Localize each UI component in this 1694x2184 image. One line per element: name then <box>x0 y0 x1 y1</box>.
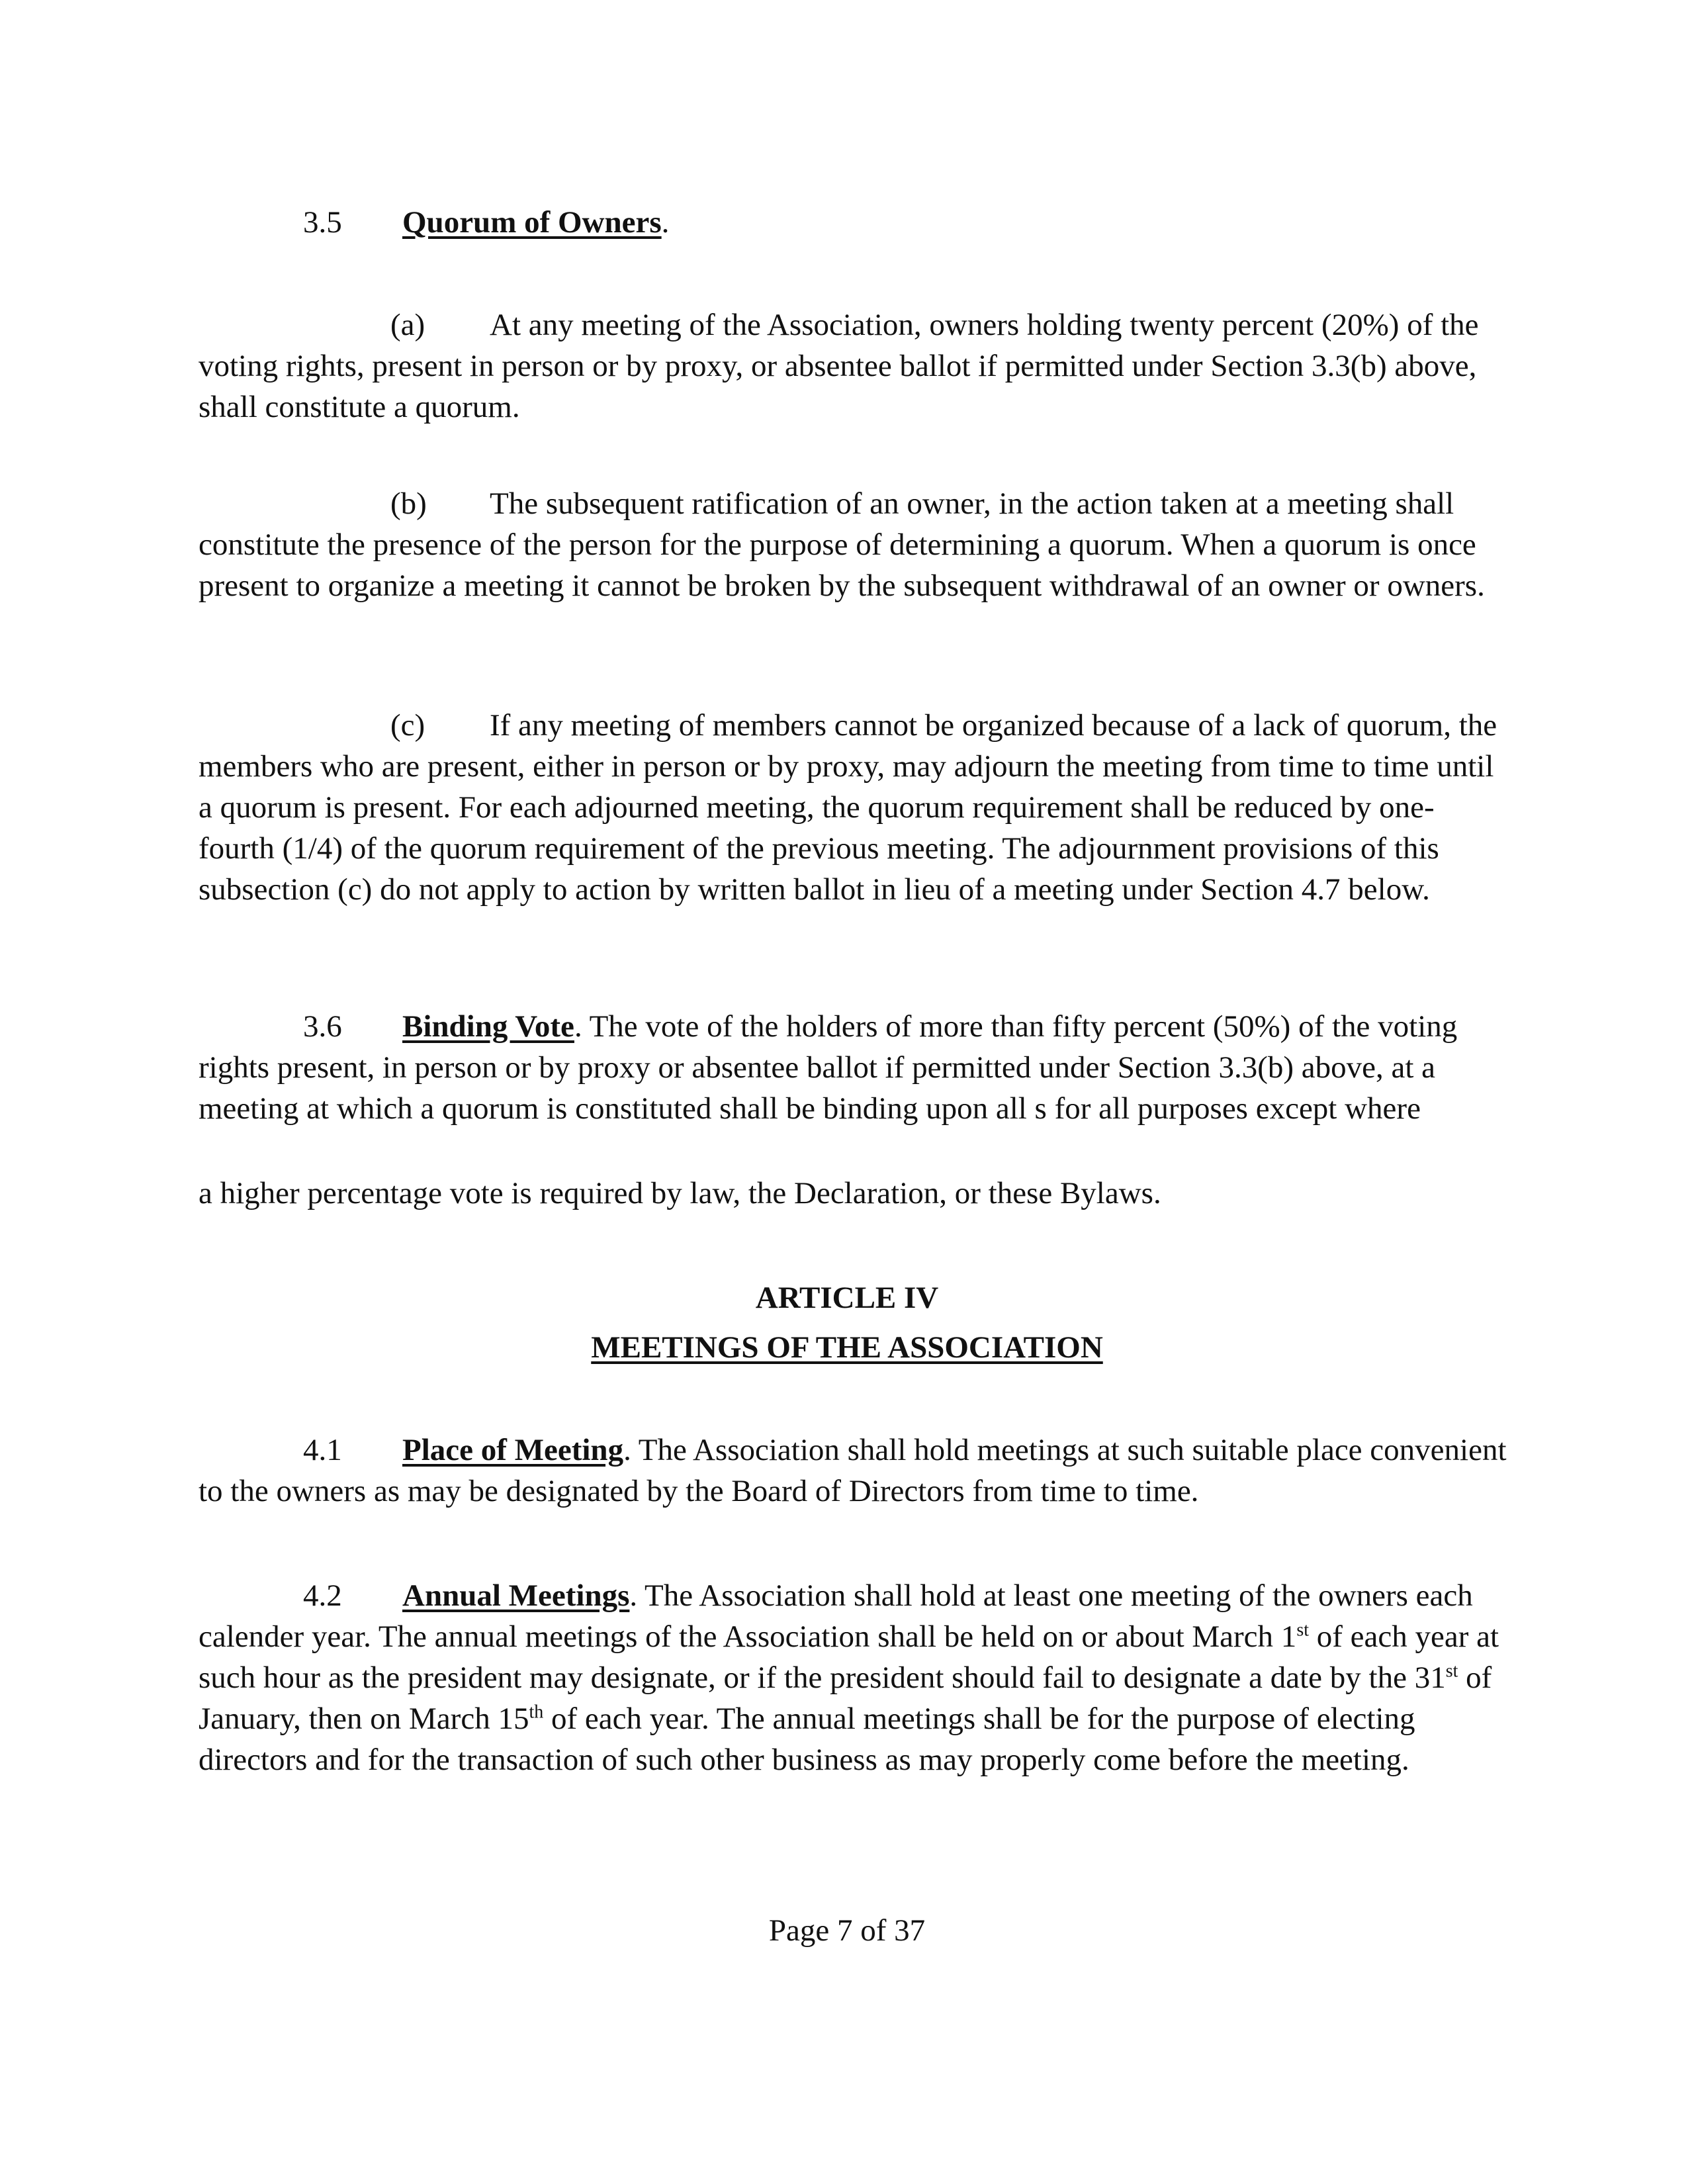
paragraph-text: of each year at such hour as the president may designate, or if the president should fail to <box>199 1619 1499 1695</box>
subsection-label: (b) <box>390 486 427 521</box>
section-title: Binding Vote <box>402 1009 574 1044</box>
paragraph-text: The Association shall hold at least one meeting of the owners <box>645 1578 1408 1613</box>
subsection-label: (c) <box>390 708 425 743</box>
paragraph-text: The vote of the holders of more than fifty percent (50%) of the <box>589 1009 1370 1044</box>
paragraph-3-5-c <box>199 705 1509 910</box>
paragraph-text: convenient to the owners as may be designated by the Board of Directors from time to time. <box>199 1433 1507 1508</box>
paragraph-4-1: 4.1 Place of Meeting. The Association shall hold meetings at such suitable place convenient to the owners as may be designated by the Board of Directors from time to time. <box>199 1430 1509 1512</box>
paragraph-3-5-b <box>199 483 1509 606</box>
section-number: 4.1 <box>303 1433 342 1467</box>
paragraph-text: each calender year. The annual meetings of the Association shall be held on or about March 1 <box>199 1578 1473 1654</box>
paragraph-3-6-tail <box>199 1173 1509 1214</box>
paragraph-text: of January, then on March 15 <box>199 1661 1492 1736</box>
paragraph-3-5-a <box>199 304 1509 428</box>
page-number: Page 7 of 37 <box>768 1913 926 1948</box>
paragraph-text: If any meeting of members cannot be organized because of a lack of <box>490 708 1339 743</box>
superscript: st <box>1296 1619 1309 1641</box>
section-title: Place of Meeting <box>402 1433 624 1467</box>
paragraph-text: of each year. The annual meetings <box>543 1702 976 1736</box>
paragraph-text: At any meeting of the Association, owners holding twenty percent (20%) <box>490 308 1400 342</box>
paragraph-text: quorum, the members who are present, either in person or by proxy, may adjourn the meeting from time to time until a quorum is present. For each adjourned meeting, the quorum requirement shall be reduced by one-fourth (1/4) of the quorum requirement of the previous meeting. The adjournment provisions of this subsection (c) do not apply to action by written ballot in lieu of a meeting under Section 4.7 below. <box>199 708 1497 907</box>
paragraph-text: voting rights present, in person or by proxy or absentee ballot if permitted under Section 3.3(b) above, at a meeting at which a quorum is constituted shall be binding upon all s for all purposes except where <box>199 1009 1458 1126</box>
section-number: 4.2 <box>303 1578 342 1613</box>
paragraph-text: The Association shall hold meetings at such suitable place <box>638 1433 1362 1467</box>
superscript: st <box>1445 1661 1458 1682</box>
paragraph-text: shall constitute the presence of the person for the purpose of determining a quorum. When a quorum is once present to organize a meeting it cannot be broken by the subsequent withdrawal of an owner or owners. <box>199 486 1485 603</box>
subsection-label: (a) <box>390 308 425 342</box>
paragraph-text: designate a date by the 31 <box>1123 1661 1446 1695</box>
section-title: Annual Meetings <box>402 1578 630 1613</box>
paragraph-3-6: 3.6 Binding Vote. The vote of the holders of more than fifty percent (50%) of the voting rights present, in person or by proxy or absentee ballot if permitted under Section 3.3(b) above, at a meeting at which a quorum is constituted shall be binding upon all s for all purposes except where <box>199 1006 1509 1129</box>
paragraph-text: a higher percentage vote is required by law, the Declaration, or these Bylaws. <box>199 1176 1161 1210</box>
section-title: Quorum of Owners <box>402 205 662 240</box>
superscript: th <box>529 1702 544 1723</box>
section-number: 3.5 <box>303 205 342 240</box>
section-number: 3.6 <box>303 1009 342 1044</box>
paragraph-4-2: 4.2 Annual Meetings. The Association shall hold at least one meeting of the owners each calender year. The annual meetings of the Association shall be held on or about March 1st of each year at such hour as the president may designate, or if the president should fail to designate a date by the 31st of January, then on March 15th of each year. The annual meetings shall be for the purpose of electing directors and for the transaction of such other business as may properly come before the meeting. <box>199 1575 1509 1780</box>
section-3-5-heading: 3.5 Quorum of Owners. <box>303 202 669 243</box>
article-title <box>0 1327 1694 1368</box>
paragraph-text: shall be for the purpose of electing directors and for the transaction of such other business as may properly come before the meeting. <box>199 1702 1415 1777</box>
article-title-text: MEETINGS OF THE ASSOCIATION <box>591 1330 1103 1365</box>
article-label: ARTICLE IV <box>755 1281 939 1315</box>
paragraph-text: The subsequent ratification of an owner, in the action taken at a meeting <box>490 486 1388 521</box>
paragraph-text: of the voting rights, present in person or by proxy, or absentee ballot if permitted under Section 3.3(b) above, shall constitute a quorum. <box>199 308 1479 424</box>
